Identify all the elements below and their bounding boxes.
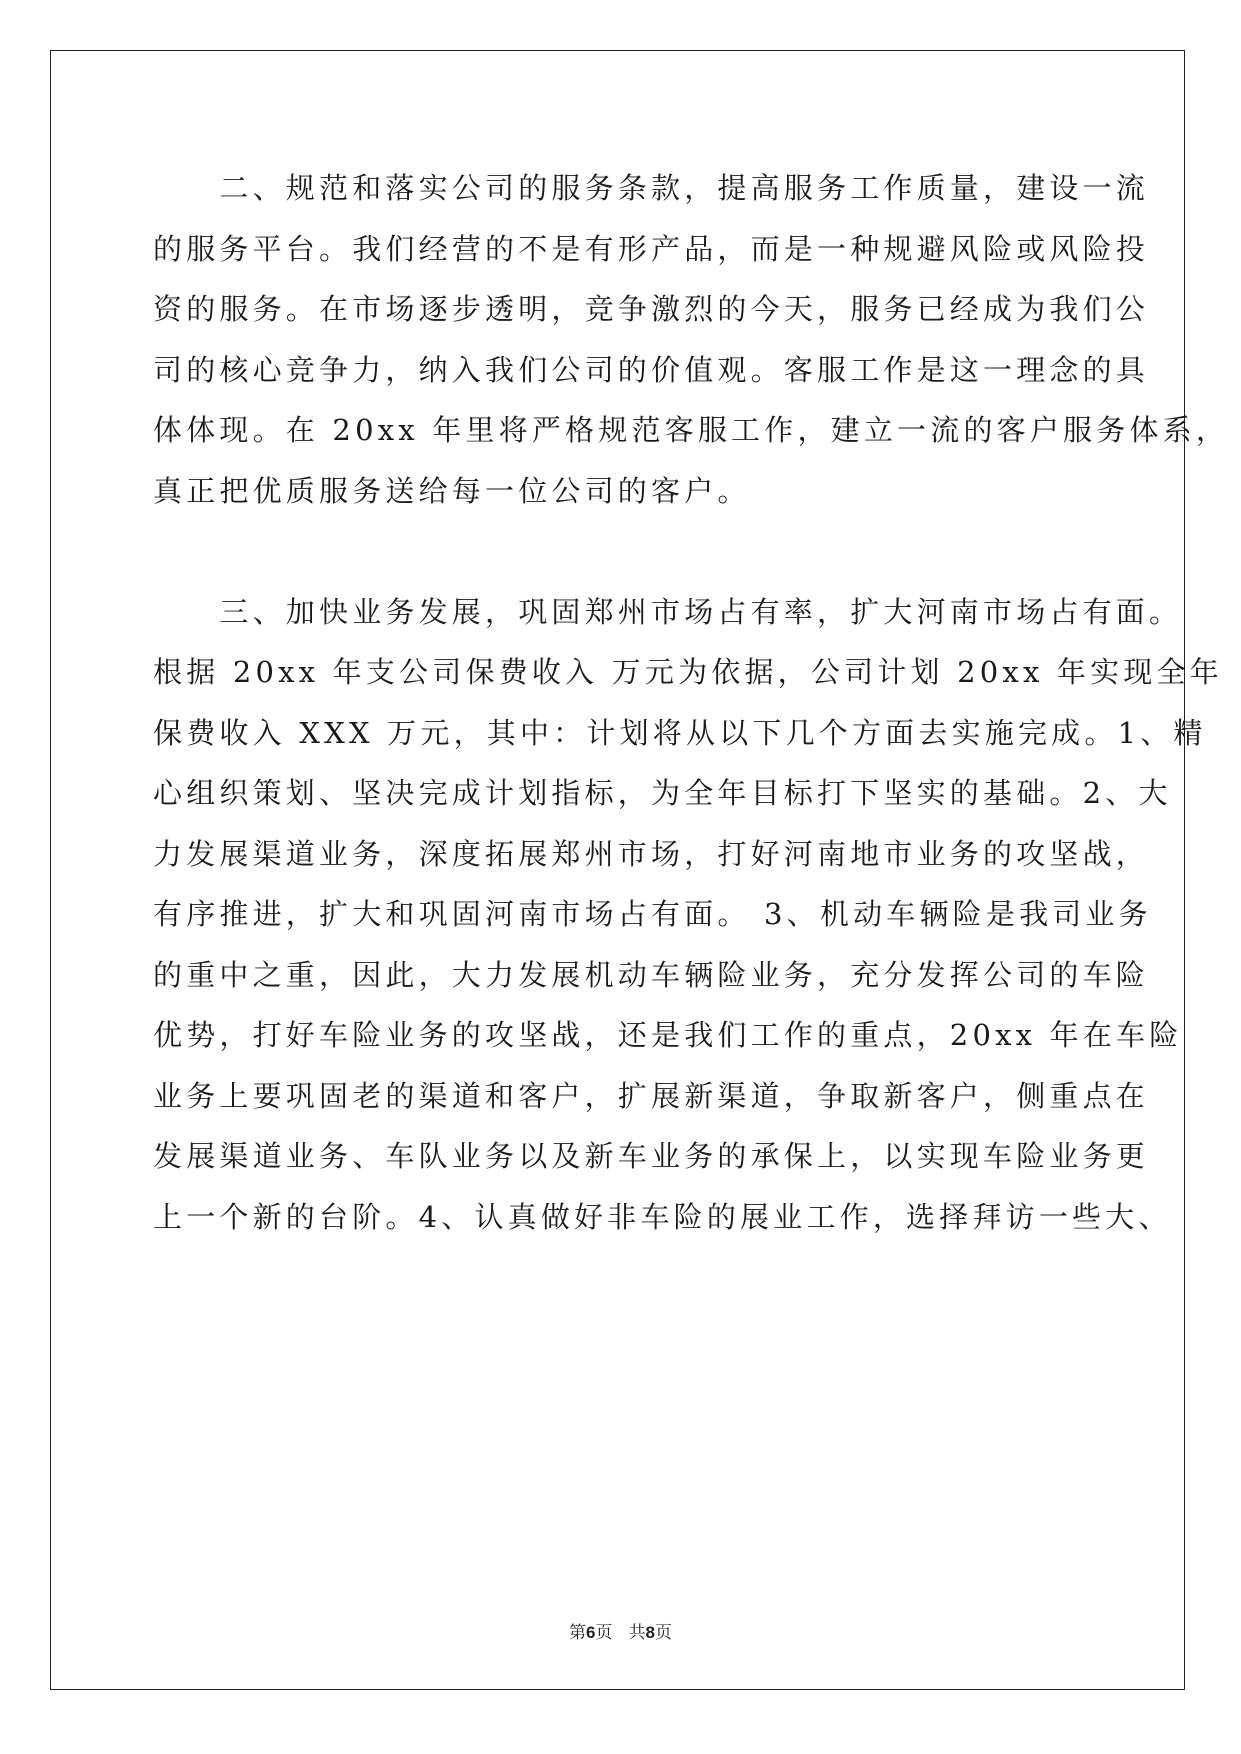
paragraph-line: 根据 20xx 年支公司保费收入 万元为依据，公司计划 20xx 年实现全年 (153, 655, 1223, 689)
paragraph-line: 的重中之重，因此，大力发展机动车辆险业务，充分发挥公司的车险 (153, 957, 1150, 992)
paragraph-line: 业务上要巩固老的渠道和客户，扩展新渠道，争取新客户，侧重点在 (153, 1078, 1150, 1113)
paragraph-line: 优势，打好车险业务的攻坚战，还是我们工作的重点，20xx 年在车险 (153, 1018, 1183, 1052)
paragraph-line: 资的服务。在市场逐步透明，竞争激烈的今天，服务已经成为我们公 (153, 292, 1150, 326)
total-prefix: 共 (628, 1623, 646, 1643)
paragraph-gap (153, 521, 1088, 582)
paragraph-line: 力发展渠道业务，深度拓展郑州市场，打好河南地市业务的攻坚战， (153, 836, 1150, 871)
page-current: 6 (586, 1623, 596, 1642)
paragraph-line: 三、加快业务发展，巩固郑州市场占有率，扩大河南市场占有面。 (153, 594, 1183, 629)
page-prefix: 第 (569, 1623, 587, 1643)
paragraph-line: 心组织策划、坚决完成计划指标，为全年目标打下坚实的基础。2、大 (153, 776, 1172, 810)
paragraph-line: 真正把优质服务送给每一位公司的客户。 (153, 473, 751, 508)
paragraph-line: 保费收入 XXX 万元，其中：计划将从以下几个方面去实施完成。1、精 (153, 715, 1207, 750)
document-body (153, 158, 1230, 1247)
paragraph-line: 有序推进，扩大和巩固河南市场占有面。 3、机动车辆险是我司业务 (153, 897, 1152, 931)
paragraph-line: 司的核心竞争力，纳入我们公司的价值观。客服工作是这一理念的具 (153, 352, 1150, 387)
page-unit: 页 (595, 1623, 613, 1643)
paragraph-line: 上一个新的台阶。4、认真做好非车险的展业工作，选择拜访一些大、 (153, 1199, 1172, 1234)
paragraph-line: 的服务平台。我们经营的不是有形产品，而是一种规避风险或风险投 (153, 231, 1150, 266)
total-unit: 页 (654, 1623, 672, 1643)
paragraph-line: 发展渠道业务、车队业务以及新车业务的承保上，以实现车险业务更 (153, 1139, 1150, 1173)
page-footer (0, 1622, 1241, 1644)
page-total: 8 (645, 1623, 655, 1642)
paragraph-line: 体体现。在 20xx 年里将严格规范客服工作，建立一流的客户服务体系， (153, 413, 1230, 447)
paragraph-line: 二、规范和落实公司的服务条款，提高服务工作质量，建设一流 (153, 171, 1150, 205)
